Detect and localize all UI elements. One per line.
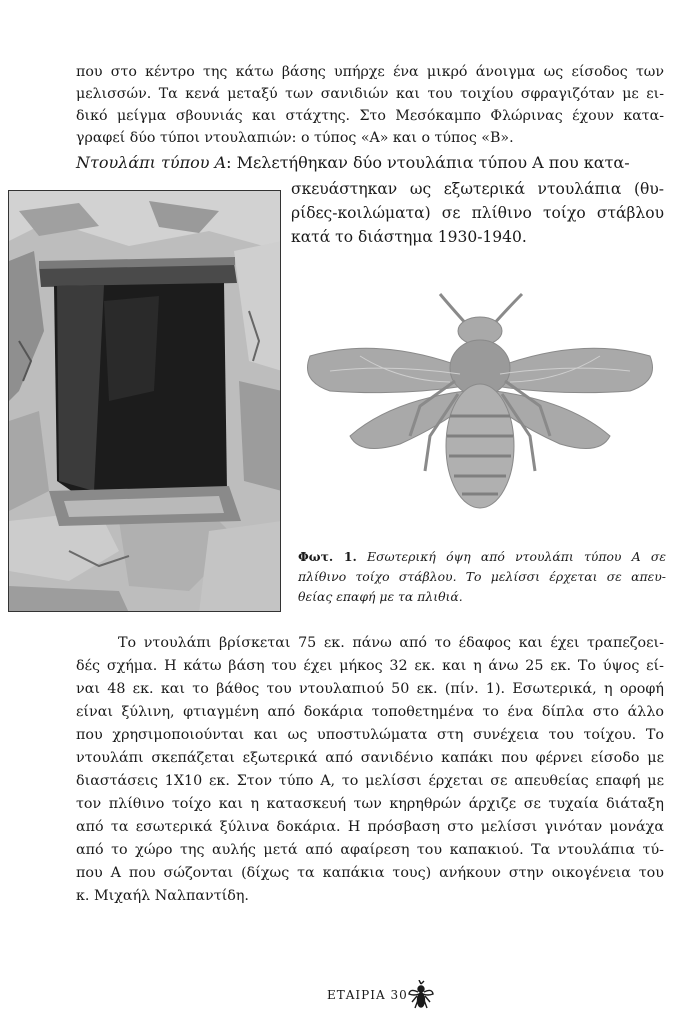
- body-text-line: που Α που σώζονται (δίχως τα καπάκια τους) ανήκουν στην οικογένεια του: [76, 865, 664, 881]
- page-footer: [327, 988, 408, 1002]
- body-text-line: κ. Μιχαήλ Ναλπαντίδη.: [76, 888, 249, 904]
- body-text-line: από τα εσωτερικά ξύλινα δοκάρια. Η πρόσβαση στο μελίσσι γινόταν μονάχα: [76, 819, 664, 835]
- body-text-line: διαστάσεις 1Χ10 εκ. Στον τύπο Α, το μελίσσι έρχεται σε απευθείας επαφή με: [76, 773, 664, 789]
- photo-caption-line: θείας επαφή με τα πλιθιά.: [298, 589, 463, 604]
- side-text-line: ρίδες-κοιλώματα) σε πλίθινο τοίχο στάβλου: [291, 204, 664, 222]
- text-line: δικό μείγμα σβουνιάς και στάχτης. Στο Μεσόκαμπο Φλώρινας έχουν κατα-: [76, 108, 664, 124]
- photo-caption-line: [298, 548, 666, 566]
- body-text-line: δές σχήμα. Η κάτω βάση του έχει μήκος 32 εκ. και η άνω 25 εκ. Το ύψος εί-: [76, 658, 664, 674]
- section-first-line: [76, 152, 630, 174]
- caption-label: Φωτ. 1.: [298, 549, 357, 564]
- caption-text: Εσωτερική όψη από ντουλάπι τύπου Α σε: [367, 549, 666, 564]
- body-text-line: ντουλάπι σκεπάζεται εξωτερικά από σανιδένιο καπάκι που φέρνει είσοδο με: [76, 750, 664, 766]
- side-text-line: κατά το διάστημα 1930-1940.: [291, 228, 527, 246]
- side-text-line: σκευάστηκαν ως εξωτερικά ντουλάπια (θυ-: [291, 180, 664, 198]
- text-line: που στο κέντρο της κάτω βάσης υπήρχε ένα μικρό άνοιγμα ως είσοδος των: [76, 64, 664, 80]
- body-text-line: τον πλίθινο τοίχο και η κατασκευή των κηρηθρών άρχιζε σε τυχαία διάταξη: [76, 796, 664, 812]
- body-text-line: ναι 48 εκ. και το βάθος του ντουλαπιού 50 εκ. (πίν. 1). Εσωτερικά, η οροφή: [76, 681, 664, 697]
- section-heading: Ντουλάπι τύπου Α: [76, 153, 227, 172]
- section-first-line-text: : Μελετήθηκαν δύο ντουλάπια τύπου Α που κατα-: [226, 153, 630, 172]
- body-text-line: Το ντουλάπι βρίσκεται 75 εκ. πάνω από το έδαφος και έχει τραπεζοει-: [118, 635, 664, 651]
- body-text-line: είναι ξύλινη, φτιαγμένη από δοκάρια τοποθετημένα το ένα δίπλα στο άλλο: [76, 704, 664, 720]
- photo-caption-line: πλίθινο τοίχο στάβλου. Το μελίσσι έρχεται σε απευ-: [298, 569, 666, 584]
- body-text-line: από το χώρο της αυλής μετά από αφαίρεση του καπακιού. Τα ντουλάπια τύ-: [76, 842, 664, 858]
- journal-name: ΕΤΑΙΡΙΑ: [327, 988, 386, 1002]
- niche-photo: [8, 190, 281, 612]
- text-line: γραφεί δύο τύποι ντουλαπιών: ο τύπος «Α» και ο τύπος «Β».: [76, 130, 514, 146]
- page-number: 30: [390, 988, 408, 1002]
- text-line: μελισσών. Τα κενά μεταξύ των σανιδιών και του τοιχίου σφραγιζόταν με ει-: [76, 86, 664, 102]
- bee-ornament-icon: [408, 980, 434, 1010]
- bee-illustration: [300, 286, 660, 536]
- body-text-line: που χρησιμοποιούνται και ως υποστυλώματα στη συνέχεια του τοίχου. Το: [76, 727, 664, 743]
